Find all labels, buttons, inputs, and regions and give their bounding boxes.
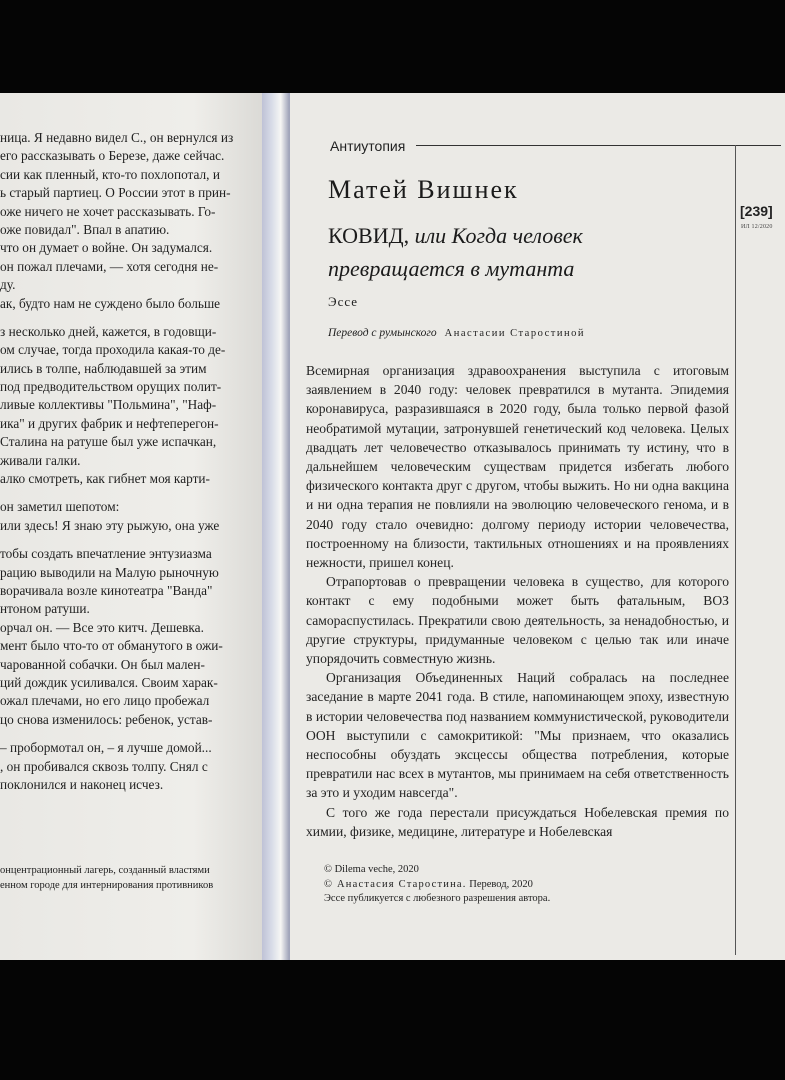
text-line: он заметил шепотом: (0, 499, 120, 515)
text-line: ница. Я недавно видел С., он вернулся из (0, 130, 234, 145)
text-line: , он пробивался сквозь толпу. Снял с (0, 758, 208, 774)
text-line: что он думает о войне. Он задумался. (0, 240, 213, 256)
text-line: оже повидал". Впал в апатию. (0, 221, 170, 237)
copyright-line: © Dilema veche, 2020 (324, 864, 419, 875)
margin-rule (735, 145, 736, 955)
text-line: ожал плечами, но его лицо пробежал (0, 693, 210, 709)
text-line: поклонился и наконец исчез. (0, 776, 164, 792)
text-line: мент было что-то от обманутого в ожи- (0, 638, 223, 654)
text-line: тобы создать впечатление энтузиазма (0, 546, 212, 562)
footnote-line: онцентрационный лагерь, созданный властями (0, 865, 210, 876)
text-line: алко смотреть, как гибнет моя карти- (0, 471, 210, 487)
text-line: или здесь! Я знаю эту рыжую, она уже (0, 517, 220, 533)
translator-credit (328, 327, 585, 339)
copyright-line (324, 878, 550, 893)
text-line: ду. (0, 277, 16, 293)
left-page-text (0, 129, 272, 794)
left-page (0, 93, 276, 960)
text-line: ика" и других фабрик и нефтеперегон- (0, 415, 219, 431)
translation-year: Перевод, 2020 (466, 878, 533, 890)
title-line-1 (328, 219, 583, 252)
issue-label: ИЛ 12/2020 (741, 224, 773, 230)
text-line: ций дождик усиливался. Своим харак- (0, 674, 218, 690)
footnote-line: енном городе для интернирования противников (0, 880, 214, 891)
text-line: ь старый партиец. О России этот в прин- (0, 185, 231, 201)
paragraph-gap (0, 729, 272, 739)
text-line: ились в толпе, наблюдавшей за этим (0, 360, 207, 376)
text-line: нтоном ратуши. (0, 601, 90, 617)
text-line: – пробормотал он, – я лучше домой... (0, 740, 212, 756)
left-page-footnote (0, 863, 272, 893)
rubric-heading: Антиутопия (330, 138, 406, 154)
essay-title (328, 219, 583, 285)
text-line: цо снова изменилось: ребенок, устав- (0, 711, 213, 727)
text-line: его рассказывать о Березе, даже сейчас. (0, 148, 225, 164)
text-line: рацию выводили на Малую рыночную (0, 564, 219, 580)
text-line: ливые коллективы "Польмина", "Наф- (0, 397, 217, 413)
text-line: живали галки. (0, 452, 81, 468)
text-line: сии как пленный, кто-то похлопотал, и (0, 166, 220, 182)
text-line: ом случае, тогда проходила какая-то де- (0, 342, 226, 358)
text-line: ворачивала возле кинотеатра "Ванда" (0, 582, 213, 598)
text-line: чарованной собачки. Он был мален- (0, 656, 205, 672)
paragraph: Отрапортовав о превращении человека в существо, для которого контакт с ему подобными может быть фатальным, ВОЗ самораспустилась. Прекратили свою деятельность, за ненадобностью, и другие структуры, придуманные человеком с целью так или иначе упорядочить совместную жизнь. (306, 574, 729, 667)
text-line: он пожал плечами, — хотя сегодня не- (0, 258, 219, 274)
paragraph-gap (0, 535, 272, 545)
page-number: [239] (740, 203, 773, 219)
publication-note: Эссе публикуется с любезного разрешения автора. (324, 893, 551, 904)
rubric-rule (416, 145, 781, 146)
translator-prefix: Перевод с румынского (328, 327, 437, 339)
right-page (290, 93, 785, 960)
text-line: Сталина на ратуше был уже испачкан, (0, 434, 217, 450)
paragraph-gap (0, 313, 272, 323)
text-line: оже ничего не хочет рассказывать. Го- (0, 203, 216, 219)
author-name: Матей Вишнек (328, 175, 519, 204)
genre-label: Эссе (328, 294, 359, 309)
paragraph-gap (0, 488, 272, 498)
title-line-2: превращается в мутанта (328, 256, 575, 281)
text-line: под предводительством орущих полит- (0, 379, 222, 395)
text-line: ак, будто нам не суждено было больше (0, 295, 221, 311)
title-italic-1: или Когда человек (409, 223, 583, 248)
text-line: орчал он. — Все это китч. Дешевка. (0, 619, 204, 635)
paragraph: Всемирная организация здравоохранения выступила с итоговым заявлением в 2040 году: человек превратился в мутанта. Эпидемия коронавируса, разразившаяся в 2020 году, была только первой фазой необратимой мутации, затронувшей генетический код человека. Целых двадцать лет человечество отказывалось принимать ту истину, что в дальнейшем человеческим существам придется избегать любого физического контакта друг с другом, чтобы выжить. Но ни одна вакцина и ни одна терапия не повлияли на эволюцию человеческого генома, и в 2040 году стало очевидно: долгому периоду истории человечества, построенному на близости, тактильных отношениях и на проявлениях нежности, пришел конец. (306, 363, 729, 571)
text-line: з несколько дней, кажется, в годовщи- (0, 323, 217, 339)
translator-copyright: © Анастасия Старостина. (324, 878, 467, 890)
paragraph: Организация Объединенных Наций собралась на последнее заседание в марте 2041 года. В стиле, напоминающем эпоху, известную в истории человечества под названием коммунистической, руководители ООН выступили с самокритикой: "Мы признаем, что оказались неспособны обуздать эксцессы общества потребления, которые превратили нас всех в мутантов, мы принимаем на себя ответственность за это и уходим навсегда". (306, 670, 729, 801)
copyright-footer (324, 863, 550, 907)
essay-body (306, 361, 729, 841)
translator-name: Анастасии Старостиной (444, 328, 585, 339)
title-caps: КОВИД, (328, 223, 410, 248)
paragraph: С того же года перестали присуждаться Нобелевская премия по химии, физике, медицине, литературе и Нобелевская (306, 804, 729, 839)
